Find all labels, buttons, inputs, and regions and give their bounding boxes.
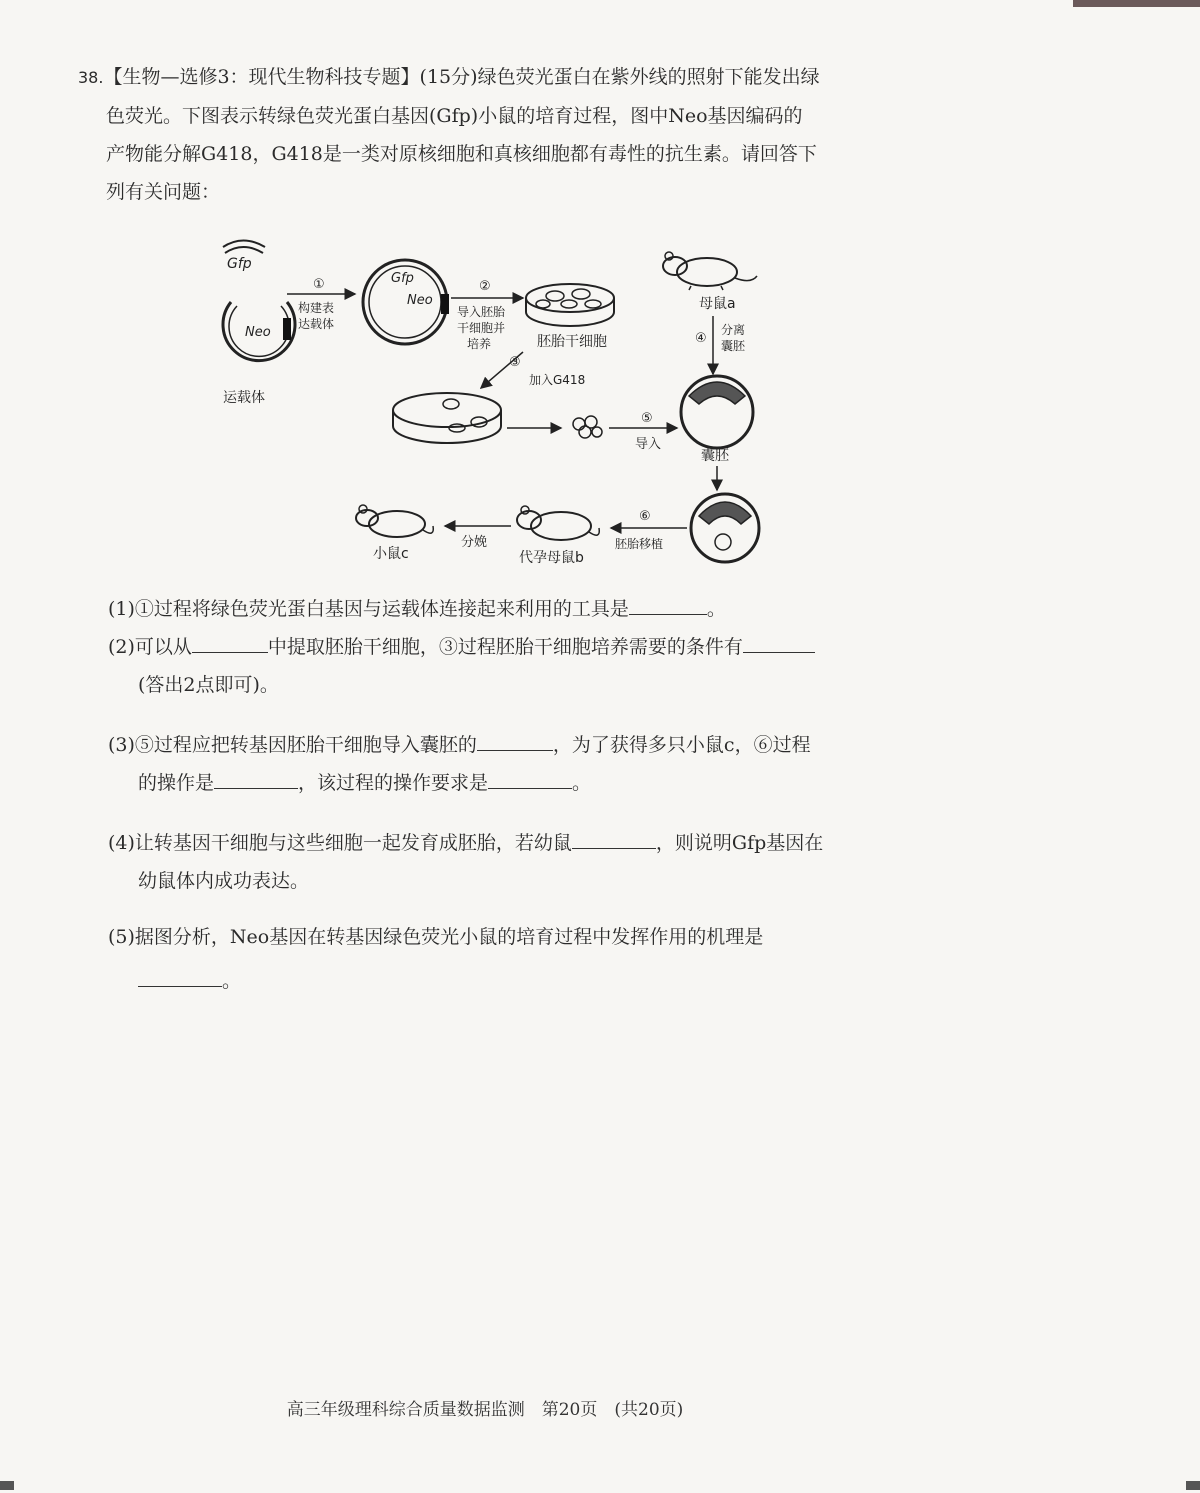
sq4-blank[interactable] [572,828,656,849]
question-topic: 【生物—选修3：现代生物科技专题】 [103,66,420,88]
question-header [78,58,888,211]
sq2-text-c: (答出2点即可)。 [138,674,279,696]
sub-question-3 [108,726,908,802]
sq1-text: (1)①过程将绿色荧光蛋白基因与运载体连接起来利用的工具是 [108,598,629,620]
intro-line-3: 产物能分解G418，G418是一类对原核细胞和真核细胞都有毒性的抗生素。请回答下 [106,143,817,165]
step2-text-2: 干细胞并 [457,321,506,335]
question-score: (15分) [419,66,478,88]
es-cell-dish-icon [526,284,614,326]
sq3-text-c: 的操作是 [138,772,215,794]
gfp-gene-icon [223,241,265,254]
sq4-text-b: ，则说明Gfp基因在 [655,832,824,854]
birth-label: 分娩 [461,535,488,550]
gene-gfp-label: Gfp [227,256,252,272]
sq2-blank-2[interactable] [743,632,815,653]
page-footer: 高三年级理科综合质量数据监测 第20页 (共20页) [286,1400,684,1420]
surrogate-mouse-b-icon [517,506,599,540]
mother-mouse-a-icon [663,252,757,290]
sq3-blank-1[interactable] [477,730,553,751]
blastocyst-icon [681,376,753,448]
sq3-text-e: 。 [572,772,592,794]
sq5-blank[interactable] [138,966,222,987]
intro-line-4: 列有关问题： [106,181,221,203]
step4-text-2: 囊胚 [721,339,746,353]
sq2-text-b: 中提取胚胎干细胞，③过程胚胎干细胞培养需要的条件有 [267,636,743,658]
step2-text-3: 培养 [467,337,492,351]
sq1-blank[interactable] [629,594,707,615]
step4-text-1: 分离 [721,323,746,337]
vector-neo-label: Neo [245,325,271,340]
sq3-blank-3[interactable] [488,768,572,789]
sq1-end: 。 [706,598,726,620]
step6-text: 胚胎移植 [615,537,664,551]
corner-mark-right [1186,1481,1200,1490]
expression-neo-label: Neo [407,293,433,308]
es-cells-label: 胚胎干细胞 [537,334,607,350]
question-number: 38. [78,68,104,87]
blastocyst-label: 囊胚 [701,448,729,464]
step5-text: 导入 [635,437,662,452]
top-edge-bar [1073,0,1200,7]
transgenic-cells-icon [573,416,602,438]
sq2-text-a: (2)可以从 [108,636,192,658]
sq4-text-c: 幼鼠体内成功表达。 [138,870,310,892]
sq3-text-d: ，该过程的操作要求是 [298,772,489,794]
vector-label: 运载体 [223,390,265,406]
sq2-blank-1[interactable] [192,632,268,653]
step5-number: ⑤ [641,411,653,426]
step3-text: 加入G418 [529,373,586,387]
sq3-text-b: ，为了获得多只小鼠c，⑥过程 [552,734,811,756]
step2-text-1: 导入胚胎 [457,305,506,319]
sub-question-2 [108,628,908,704]
corner-mark-left [0,1481,14,1490]
pup-c-label: 小鼠c [373,546,409,562]
step3-number: ③ [509,355,521,370]
step1-text-2: 达载体 [298,317,335,331]
sq3-blank-2[interactable] [214,768,298,789]
sq5-end: 。 [222,970,242,992]
step1-text-1: 构建表 [298,301,335,315]
mother-a-label: 母鼠a [699,296,736,312]
surrogate-b-label: 代孕母鼠b [519,550,584,566]
sq5-text-a: (5)据图分析，Neo基因在转基因绿色荧光小鼠的培育过程中发挥作用的机理是 [108,926,764,948]
intro-line-1: 绿色荧光蛋白在紫外线的照射下能发出绿 [477,66,820,88]
intro-line-2: 色荧光。下图表示转绿色荧光蛋白基因(Gfp)小鼠的培育过程，图中Neo基因编码的 [106,105,803,127]
step4-number: ④ [695,331,707,346]
transgenic-mouse-diagram [195,232,805,582]
chimera-blastocyst-icon [691,494,759,562]
sq4-text-a: (4)让转基因干细胞与这些细胞一起发育成胚胎，若幼鼠 [108,832,572,854]
sub-question-5 [108,918,908,1000]
step6-number: ⑥ [639,509,651,524]
sub-question-4 [108,824,908,900]
pup-mouse-c-icon [356,505,433,537]
sub-question-1 [108,590,908,628]
step1-number: ① [313,277,325,292]
expression-gfp-label: Gfp [391,271,414,286]
sq3-text-a: (3)⑤过程应把转基因胚胎干细胞导入囊胚的 [108,734,477,756]
selection-dish-icon [393,393,501,443]
step2-number: ② [479,279,491,294]
